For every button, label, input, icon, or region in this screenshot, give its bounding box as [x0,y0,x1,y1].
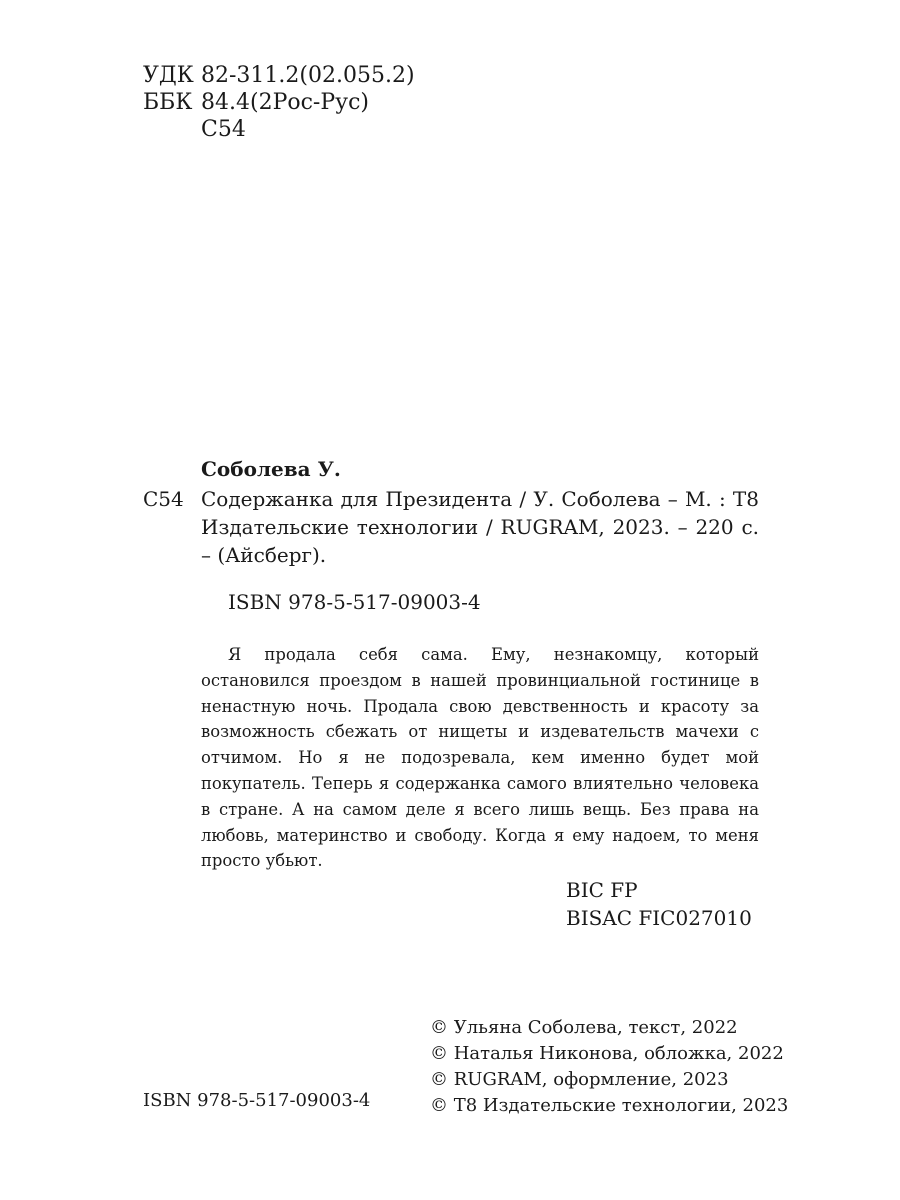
record-code: С54 [143,487,184,511]
isbn-bottom: ISBN 978-5-517-09003-4 [143,1090,371,1111]
bbk-label: ББК [143,90,193,115]
bic-code: BIC FP [566,878,638,902]
bbk-row [143,89,415,116]
copyright-line: © Ульяна Соболева, текст, 2022 [430,1017,738,1038]
annotation: Я продала себя сама. Ему, незнакомцу, который остановился проездом в нашей провинциальной гостинице в ненастную ночь. Продала свою девственность и красоту за возможность сбежать от нищеты и издевательств мачехи с отчимом. Но я не подозревала, кем именно будет мой покупатель. Теперь я содержанка самого влиятельно человека в стране. А на самом деле я всего лишь вещь. Без права на любовь, материнство и свободу. Когда я ему надоем, то меня просто убьют. [201,645,759,871]
bbk-value: 84.4(2Рос-Рус) [201,90,370,115]
bibliographic-record [143,455,759,569]
record-body [143,485,759,569]
copyright-line: © RUGRAM, оформление, 2023 [430,1069,729,1090]
author-heading: Соболева У. [201,457,341,481]
author-sign: С54 [201,117,246,142]
subject-codes [566,876,752,932]
bisac-code: BISAC FIC027010 [566,906,752,930]
copyright-line: © Т8 Издательские технологии, 2023 [430,1095,789,1116]
copyright-block [430,1015,788,1119]
udk-label: УДК [143,63,194,88]
copyright-line: © Наталья Никонова, обложка, 2022 [430,1043,784,1064]
isbn-top: ISBN 978-5-517-09003-4 [228,590,481,614]
record-text: Содержанка для Президента / У. Соболева – М. : Т8 Издательские технологии / RUGRAM, 2023. – 220 с. – (Айсберг). [201,487,759,567]
udk-row [143,62,415,89]
classification-block [143,62,415,143]
author-sign-row [143,116,415,143]
udk-value: 82-311.2(02.055.2) [201,63,415,88]
